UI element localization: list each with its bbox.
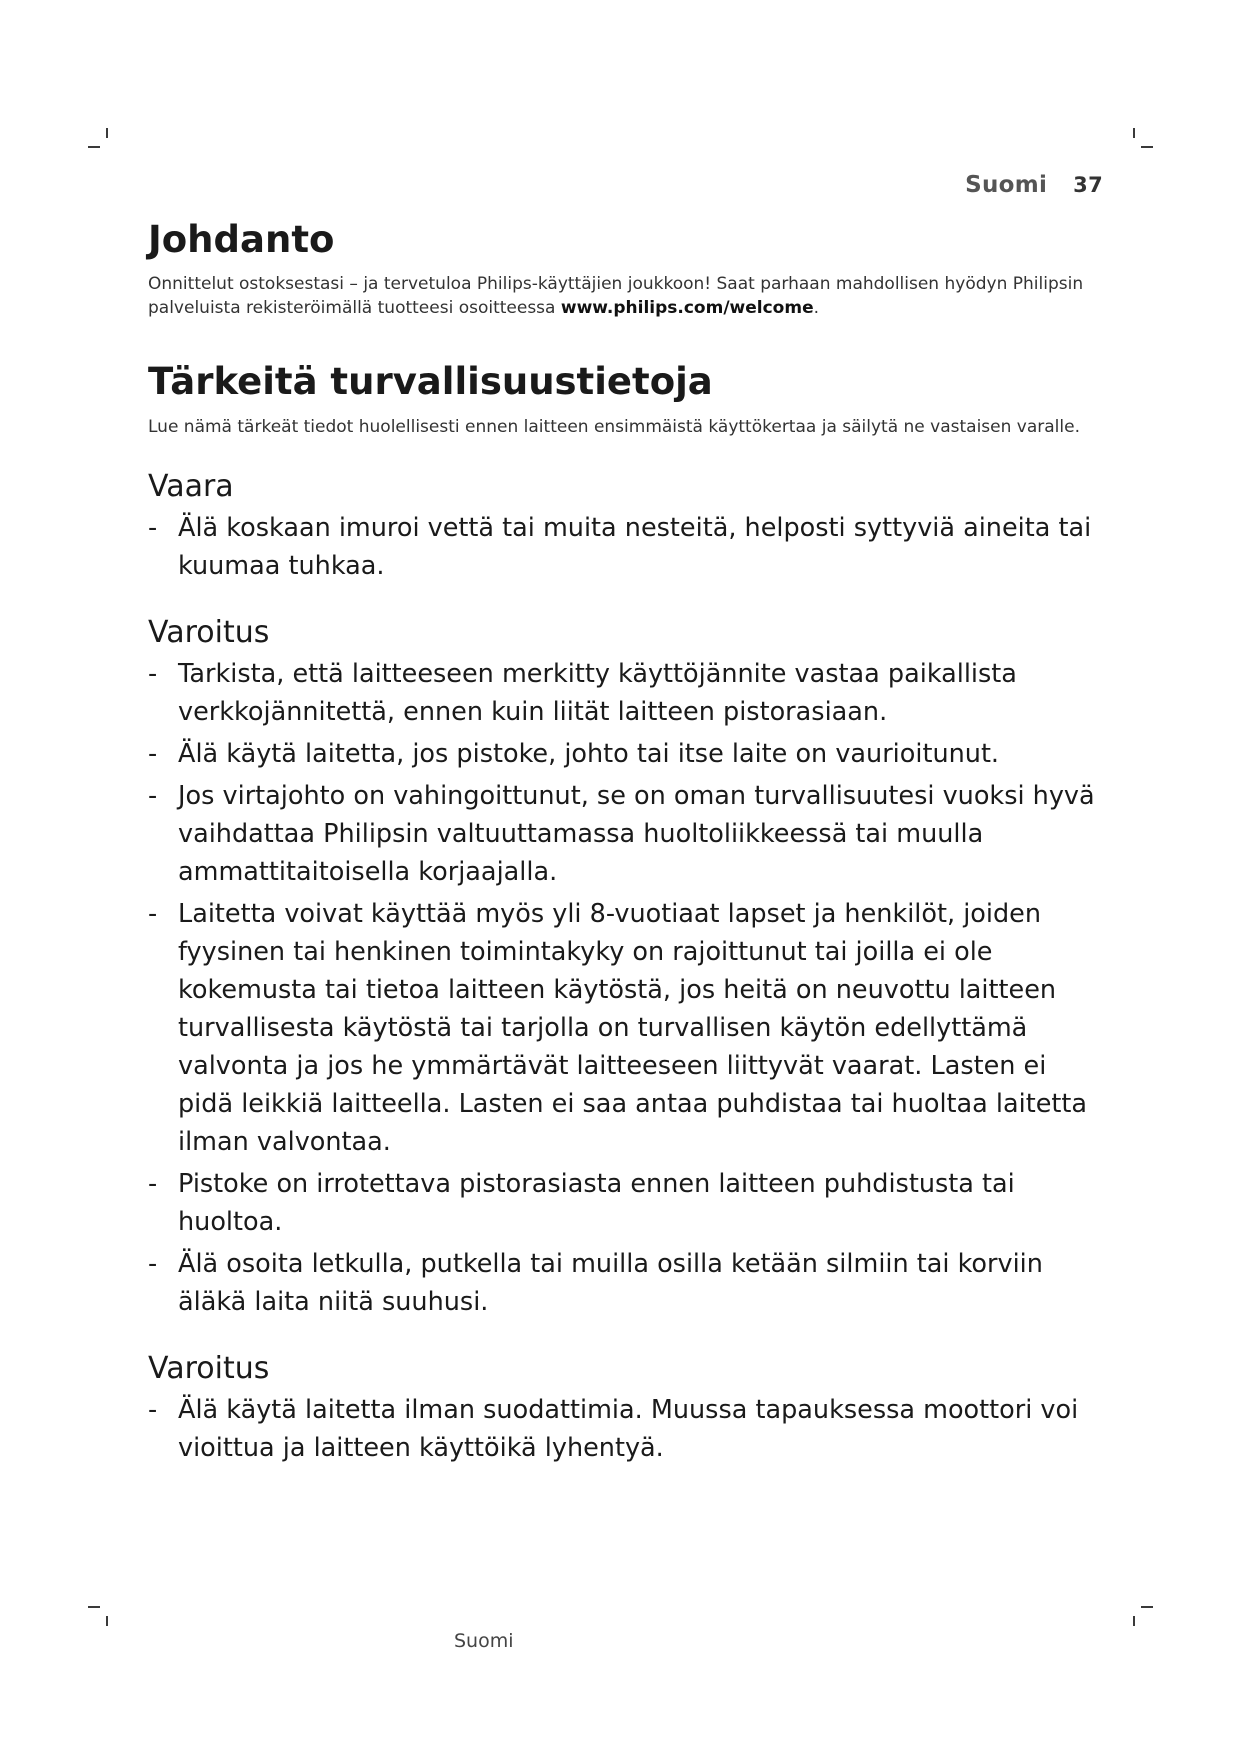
list-dash: - xyxy=(148,658,158,689)
crop-mark-bottom-left-h xyxy=(88,1606,100,1608)
list-item xyxy=(148,895,1098,1161)
list-item-text: Laitetta voivat käyttää myös yli 8-vuotiaat lapset ja henkilöt, joiden fyysinen tai henkinen toimintakyky on rajoittunut tai joilla ei ole kokemusta tai tietoa laitteen käytöstä, jos heitä on neuvottu laitteen turvallisesta käytöstä tai tarjolla on turvallisen käytön edellyttämä valvonta ja jos he ymmärtävät laitteeseen liittyvät vaarat. Lasten ei pidä leikkiä laitteella. Lasten ei saa antaa puhdistaa tai huoltaa laitetta ilman valvontaa. xyxy=(178,898,1088,1157)
crop-mark-bottom-left-v xyxy=(106,1616,108,1626)
crop-mark-top-left-h xyxy=(88,146,100,148)
list-item xyxy=(148,1245,1098,1321)
list-item-text: Pistoke on irrotettava pistorasiasta ennen laitteen puhdistusta tai huoltoa. xyxy=(178,1168,1015,1237)
page-footer: Suomi xyxy=(454,1630,514,1652)
list-item-text: Älä osoita letkulla, putkella tai muilla osilla ketään silmiin tai korviin äläkä laita niitä suuhusi. xyxy=(178,1248,1043,1317)
safety-intro: Lue nämä tärkeät tiedot huolellisesti ennen laitteen ensimmäistä käyttökertaa ja säilytä ne vastaisen varalle. xyxy=(148,416,1080,437)
list-item xyxy=(148,655,1098,731)
list-item xyxy=(148,735,1098,773)
crop-mark-top-right-h xyxy=(1141,146,1153,148)
page-header xyxy=(965,172,1103,198)
list-item xyxy=(148,1391,1098,1467)
caution-list xyxy=(148,1391,1098,1467)
list-dash: - xyxy=(148,1394,158,1425)
list-item-text: Älä käytä laitetta ilman suodattimia. Muussa tapauksessa moottori voi vioittua ja laitteen käyttöikä lyhentyä. xyxy=(178,1394,1079,1463)
list-dash: - xyxy=(148,780,158,811)
list-dash: - xyxy=(148,738,158,769)
list-item xyxy=(148,777,1098,891)
list-item xyxy=(148,509,1098,585)
list-dash: - xyxy=(148,1248,158,1279)
crop-mark-bottom-right-v xyxy=(1133,1616,1135,1626)
list-item xyxy=(148,1165,1098,1241)
warning-list xyxy=(148,655,1098,1321)
header-language: Suomi xyxy=(965,172,1048,198)
intro-paragraph xyxy=(148,272,1098,320)
page-number: 37 xyxy=(1073,173,1103,197)
page-content xyxy=(148,218,1098,1471)
intro-text: Onnittelut ostoksestasi – ja tervetuloa Philips-käyttäjien joukkoon! Saat parhaan mahdollisen hyödyn Philipsin palveluista rekisteröimällä tuotteesi osoitteessa xyxy=(148,274,1084,319)
list-dash: - xyxy=(148,898,158,929)
intro-text-end: . xyxy=(813,298,820,319)
safety-title: Tärkeitä turvallisuustietoja xyxy=(148,360,713,404)
crop-mark-top-right-v xyxy=(1133,128,1135,138)
list-dash: - xyxy=(148,1168,158,1199)
list-dash: - xyxy=(148,512,158,543)
list-item-text: Älä koskaan imuroi vettä tai muita nesteitä, helposti syttyviä aineita tai kuumaa tuhkaa. xyxy=(178,512,1092,581)
welcome-link[interactable]: www.philips.com/welcome xyxy=(560,298,814,319)
crop-mark-bottom-right-h xyxy=(1141,1606,1153,1608)
intro-title: Johdanto xyxy=(148,218,335,261)
list-item-text: Tarkista, että laitteeseen merkitty käyttöjännite vastaa paikallista verkkojännitettä, ennen kuin liität laitteen pistorasiaan. xyxy=(178,658,1017,727)
danger-heading: Vaara xyxy=(148,468,234,504)
list-item-text: Jos virtajohto on vahingoittunut, se on oman turvallisuutesi vuoksi hyvä vaihdattaa Philipsin valtuuttamassa huoltoliikkeessä tai muulla ammattitaitoisella korjaajalla. xyxy=(178,780,1095,887)
crop-mark-top-left-v xyxy=(106,128,108,138)
danger-list xyxy=(148,509,1098,585)
list-item-text: Älä käytä laitetta, jos pistoke, johto tai itse laite on vaurioitunut. xyxy=(178,738,1000,769)
warning-heading: Varoitus xyxy=(148,614,270,650)
caution-heading: Varoitus xyxy=(148,1350,270,1386)
